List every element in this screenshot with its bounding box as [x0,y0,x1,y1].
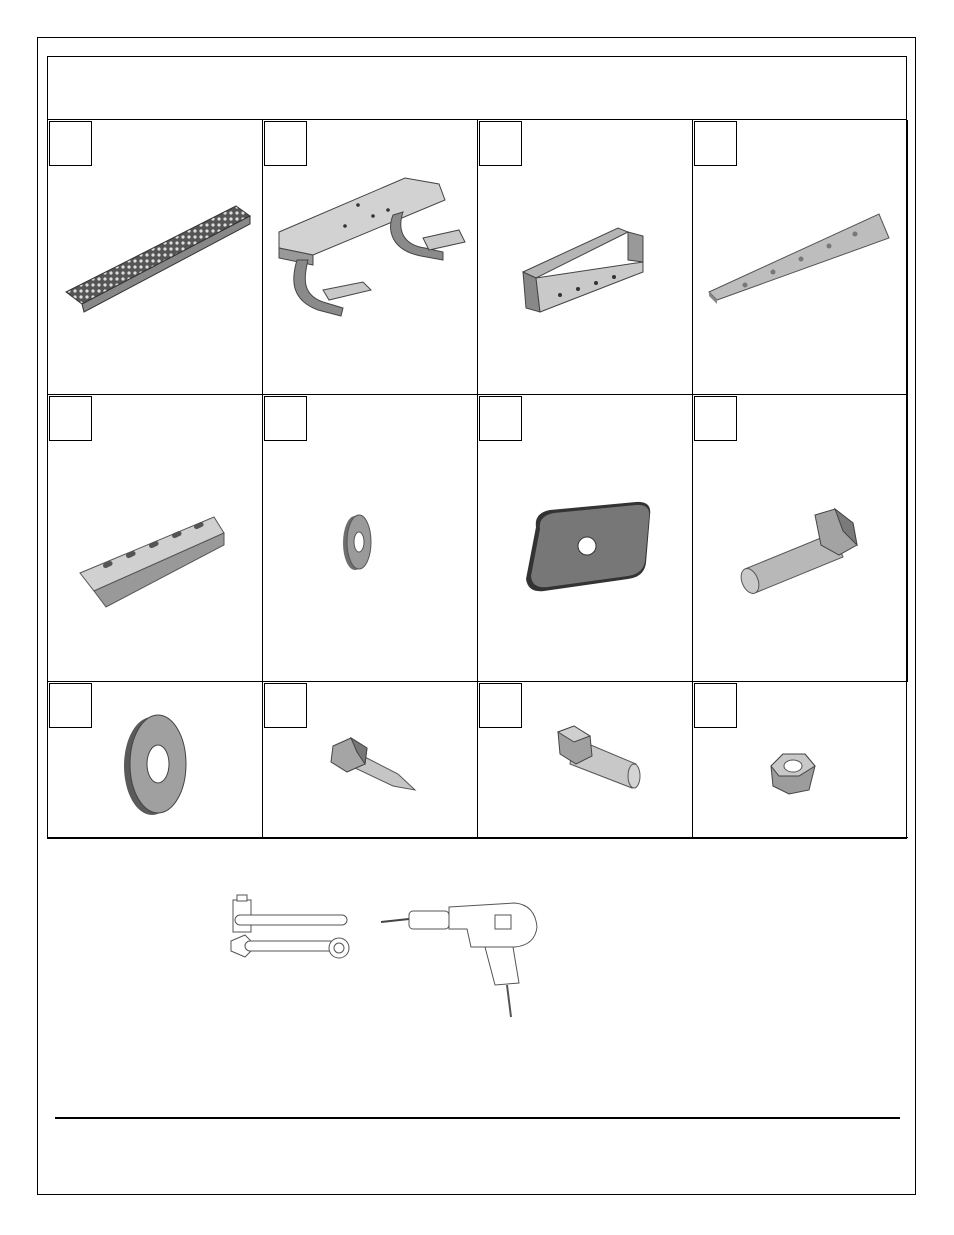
part-cell-11 [478,682,693,838]
part-cell-5 [48,395,263,682]
power-drill-icon [375,885,545,1025]
parts-grid [47,119,907,839]
header-box [47,56,907,119]
footer-rule [55,1117,900,1119]
part-cell-10 [263,682,478,838]
part-cell-3 [478,120,693,395]
square-plate-washer-icon [478,395,693,682]
hex-bolt-icon [693,395,908,682]
part-cell-8 [693,395,908,682]
step-board-icon [48,120,263,395]
mounting-bracket-icon [263,120,478,395]
part-cell-7 [478,395,693,682]
flat-plate-icon [693,120,908,395]
part-cell-6 [263,395,478,682]
small-washer-icon [263,395,478,682]
hex-nut-icon [693,682,908,838]
large-flat-washer-icon [48,682,263,838]
self-tapping-screw-icon [263,682,478,838]
short-hex-bolt-icon [478,682,693,838]
part-cell-2 [263,120,478,395]
part-cell-4 [693,120,908,395]
part-cell-12 [693,682,908,838]
part-cell-1 [48,120,263,395]
angle-channel-icon [478,120,693,395]
part-cell-9 [48,682,263,838]
slotted-angle-icon [48,395,263,682]
